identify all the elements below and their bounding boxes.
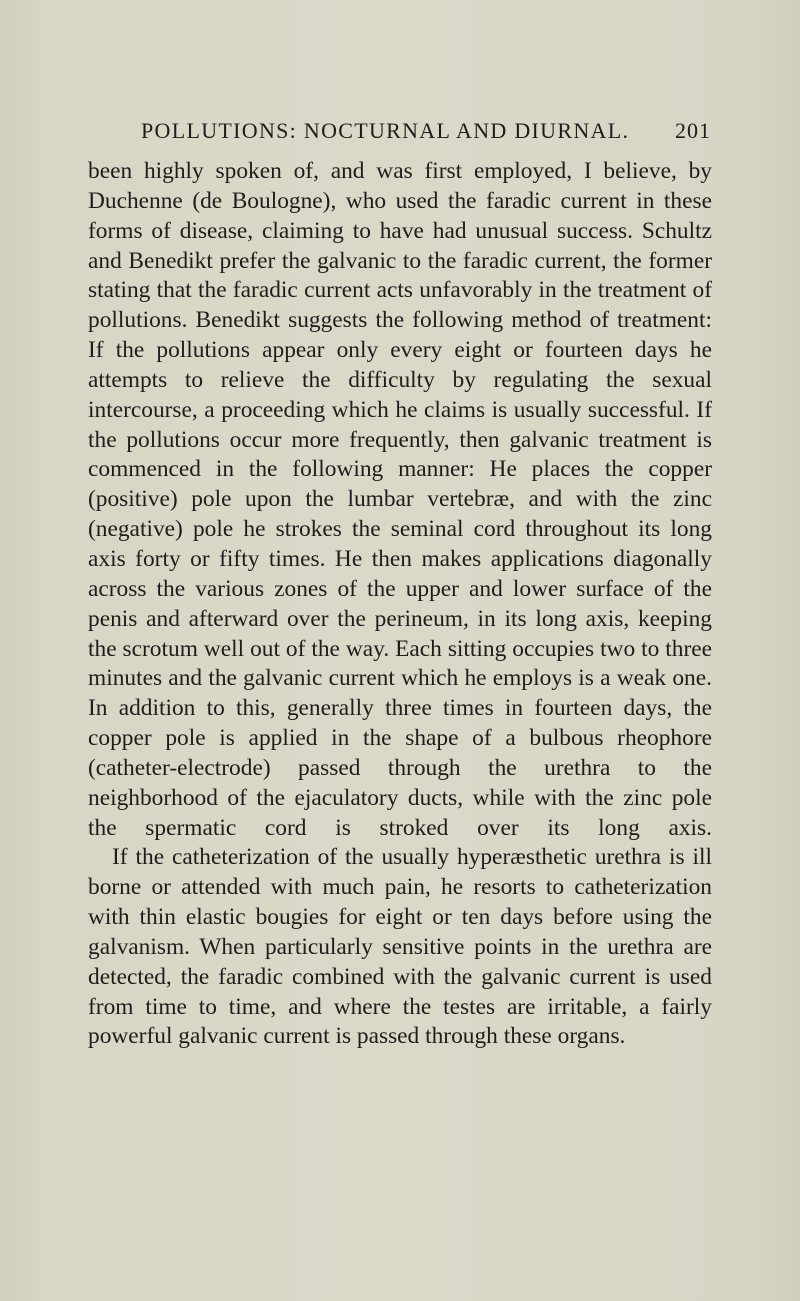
body-text — [88, 157, 712, 1052]
running-head-title: POLLUTIONS: NOCTURNAL AND DIURNAL. — [141, 118, 630, 143]
paragraph-1: been highly spoken of, and was first employed, I believe, by Duchenne (de Boulogne), who used the faradic current in these forms of disease, claiming to have had unusual success. Schultz and Benedikt prefer the galvanic to the faradic current, the former stating that the faradic current acts unfavorably in the treatment of pollutions. Benedikt suggests the following method of treatment: If the pollutions appear only every eight or fourteen days he attempts to relieve the difficulty by regulating the sexual intercourse, a proceeding which he claims is usually successful. If the pollutions occur more frequently, then galvanic treatment is commenced in the following manner: He places the copper (positive) pole upon the lumbar vertebræ, and with the zinc (negative) pole he strokes the seminal cord throughout its long axis forty or fifty times. He then makes applications diagonally across the various zones of the upper and lower surface of the penis and afterward over the perineum, in its long axis, keeping the scrotum well out of the way. Each sitting occupies two to three minutes and the galvanic current which he employs is a weak one. In addition to this, generally three times in fourteen days, the copper pole is applied in the shape of a bulbous rheophore (catheter-electrode) passed through the urethra to the neighborhood of the ejaculatory ducts, while with the zinc pole the spermatic cord is stroked over its long axis. — [88, 158, 712, 841]
running-head — [141, 118, 711, 152]
paragraph-2: If the catheterization of the usually hyperæsthetic urethra is ill borne or attended with much pain, he resorts to catheterization with thin elastic bougies for eight or ten days before using the galvanism. When particularly sensitive points in the urethra are detected, the faradic combined with the galvanic current is used from time to time, and where the testes are irritable, a fairly powerful galvanic current is passed through these organs. — [88, 844, 712, 1050]
page-number: 201 — [675, 118, 711, 143]
